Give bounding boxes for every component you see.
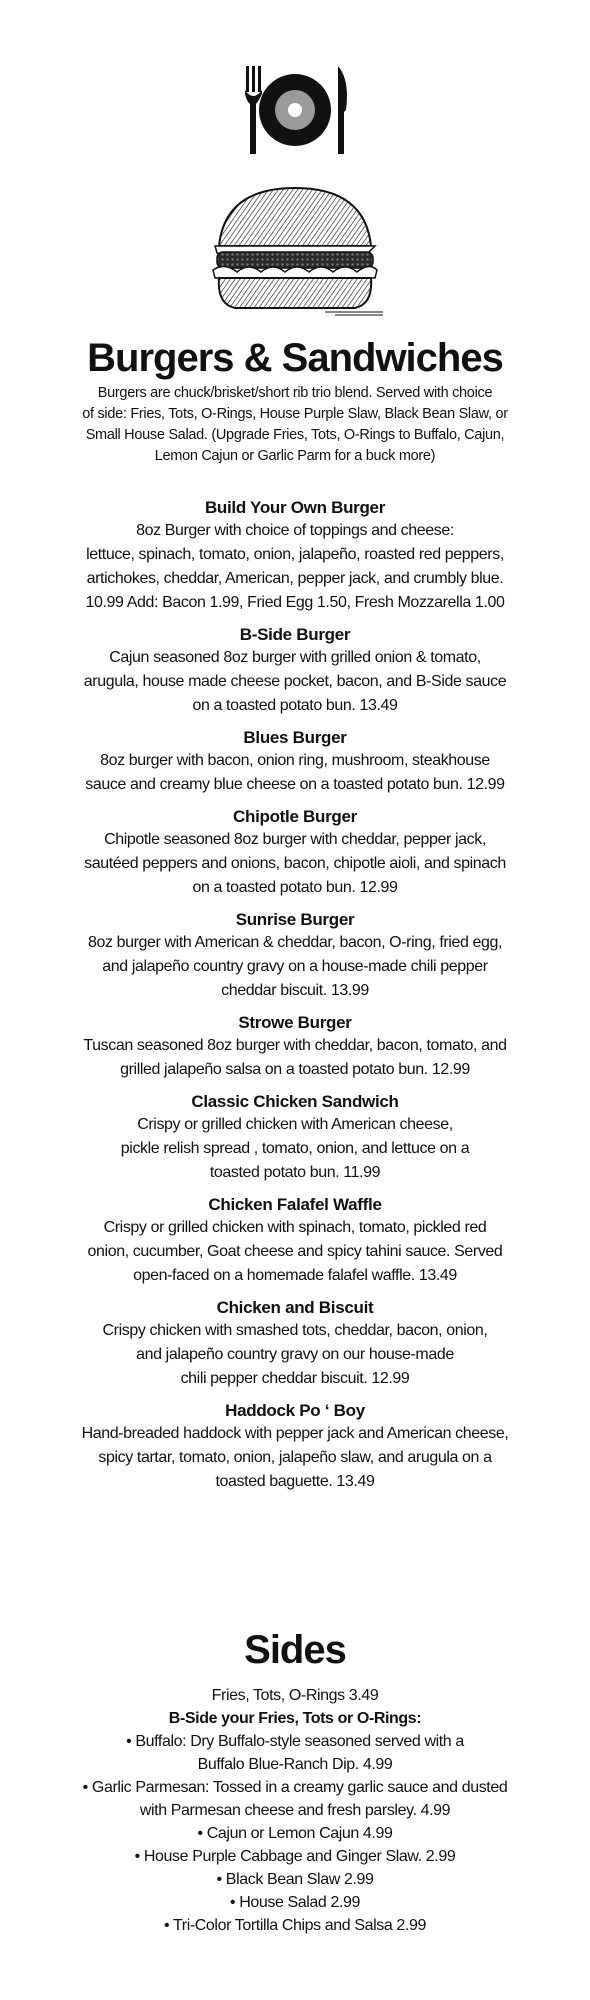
side-item: • Buffalo: Dry Buffalo-style seasoned served with a [126, 1733, 464, 1750]
description-line: lettuce, spinach, tomato, onion, jalapeño, roasted red peppers, [86, 546, 504, 563]
description-line: onion, cucumber, Goat cheese and spicy tahini sauce. Served [87, 1243, 503, 1260]
menu-item-description [38, 749, 552, 797]
menu-item-name: Sunrise Burger [235, 910, 355, 929]
description-line: grilled jalapeño salsa on a toasted potato bun. 12.99 [120, 1061, 470, 1078]
menu-item-description [38, 1216, 552, 1288]
menu-item-description [38, 931, 552, 1003]
description-line: Chipotle seasoned 8oz burger with cheddar, pepper jack, [104, 831, 486, 848]
burgers-intro [40, 383, 550, 467]
side-item: Fries, Tots, O-Rings 3.49 [211, 1687, 379, 1704]
menu-item [38, 496, 552, 615]
menu-item-description [38, 1422, 552, 1494]
description-line: 10.99 Add: Bacon 1.99, Fried Egg 1.50, Fresh Mozzarella 1.00 [85, 594, 505, 611]
menu-item [38, 1296, 552, 1391]
description-line: on a toasted potato bun. 12.99 [192, 879, 398, 896]
menu-item-name: B-Side Burger [239, 625, 351, 644]
description-line: Tuscan seasoned 8oz burger with cheddar, bacon, tomato, and [83, 1037, 507, 1054]
menu-item-name: Blues Burger [243, 728, 347, 747]
intro-line: of side: Fries, Tots, O-Rings, House Purple Slaw, Black Bean Slaw, or [82, 406, 508, 422]
menu-item-name: Haddock Po ‘ Boy [225, 1401, 365, 1420]
description-line: chili pepper cheddar biscuit. 12.99 [180, 1370, 410, 1387]
description-line: open-faced on a homemade falafel waffle. 13.49 [133, 1267, 457, 1284]
description-line: Hand-breaded haddock with pepper jack and American cheese, [81, 1425, 509, 1442]
description-line: toasted potato bun. 11.99 [209, 1164, 381, 1181]
intro-line: Lemon Cajun or Garlic Parm for a buck more) [154, 448, 436, 464]
description-line: and jalapeño country gravy on our house-made [136, 1346, 454, 1363]
sides-list [38, 1684, 552, 1937]
menu-item [38, 726, 552, 797]
menu-item [38, 805, 552, 900]
side-item: B-Side your Fries, Tots or O-Rings: [168, 1710, 422, 1727]
menu-item-description [38, 646, 552, 718]
menu-item-name: Build Your Own Burger [204, 498, 386, 517]
menu-item-name: Classic Chicken Sandwich [191, 1092, 399, 1111]
menu-item [38, 1090, 552, 1185]
side-item: • House Purple Cabbage and Ginger Slaw. 2.99 [134, 1848, 456, 1865]
menu-item-name: Strowe Burger [238, 1013, 352, 1032]
intro-line: Small House Salad. (Upgrade Fries, Tots, O-Rings to Buffalo, Cajun, [85, 427, 505, 443]
menu-item [38, 1193, 552, 1288]
menu-item [38, 1399, 552, 1494]
description-line: 8oz burger with American & cheddar, bacon, O-ring, fried egg, [87, 934, 503, 951]
menu-item-description [38, 1319, 552, 1391]
menu-item-description [38, 519, 552, 615]
menu-item-name: Chicken and Biscuit [216, 1298, 374, 1317]
description-line: sautéed peppers and onions, bacon, chipotle aioli, and spinach [84, 855, 506, 872]
side-item: • House Salad 2.99 [229, 1894, 361, 1911]
description-line: artichokes, cheddar, American, pepper jack, and crumbly blue. [86, 570, 504, 587]
menu-item [38, 623, 552, 718]
description-line: spicy tartar, tomato, onion, jalapeño slaw, and arugula on a [98, 1449, 492, 1466]
menu-item-description [38, 828, 552, 900]
side-item: • Cajun or Lemon Cajun 4.99 [197, 1825, 393, 1842]
description-line: and jalapeño country gravy on a house-made chili pepper [102, 958, 488, 975]
description-line: sauce and creamy blue cheese on a toasted potato bun. 12.99 [85, 776, 505, 793]
side-item: with Parmesan cheese and fresh parsley. 4.99 [139, 1802, 451, 1819]
menu-item [38, 908, 552, 1003]
side-item: • Garlic Parmesan: Tossed in a creamy garlic sauce and dusted [82, 1779, 508, 1796]
description-line: toasted baguette. 13.49 [215, 1473, 375, 1490]
side-item: • Tri-Color Tortilla Chips and Salsa 2.99 [164, 1917, 426, 1934]
menu-item-description [38, 1034, 552, 1082]
burgers-section-title: Burgers & Sandwiches [87, 336, 503, 380]
menu-item-name: Chipotle Burger [233, 807, 357, 826]
menu-item-description [38, 1113, 552, 1185]
description-line: on a toasted potato bun. 13.49 [192, 697, 398, 714]
side-item: • Black Bean Slaw 2.99 [216, 1871, 374, 1888]
burger-illustration [205, 182, 385, 317]
plate-fork-knife-icon [228, 62, 362, 158]
description-line: Crispy chicken with smashed tots, cheddar, bacon, onion, [102, 1322, 488, 1339]
description-line: cheddar biscuit. 13.99 [221, 982, 369, 999]
burger-items-list [38, 496, 552, 1502]
description-line: Cajun seasoned 8oz burger with grilled onion & tomato, [109, 649, 481, 666]
description-line: pickle relish spread , tomato, onion, and lettuce on a [120, 1140, 470, 1157]
description-line: Crispy or grilled chicken with American cheese, [137, 1116, 453, 1133]
description-line: 8oz Burger with choice of toppings and cheese: [136, 522, 454, 539]
description-line: arugula, house made cheese pocket, bacon, and B-Side sauce [83, 673, 507, 690]
description-line: Crispy or grilled chicken with spinach, tomato, pickled red [103, 1219, 487, 1236]
description-line: 8oz burger with bacon, onion ring, mushroom, steakhouse [100, 752, 490, 769]
menu-item [38, 1011, 552, 1082]
intro-line: Burgers are chuck/brisket/short rib trio blend. Served with choice [97, 385, 493, 401]
sides-section-title: Sides [244, 1628, 346, 1672]
menu-item-name: Chicken Falafel Waffle [208, 1195, 382, 1214]
side-item: Buffalo Blue-Ranch Dip. 4.99 [197, 1756, 393, 1773]
